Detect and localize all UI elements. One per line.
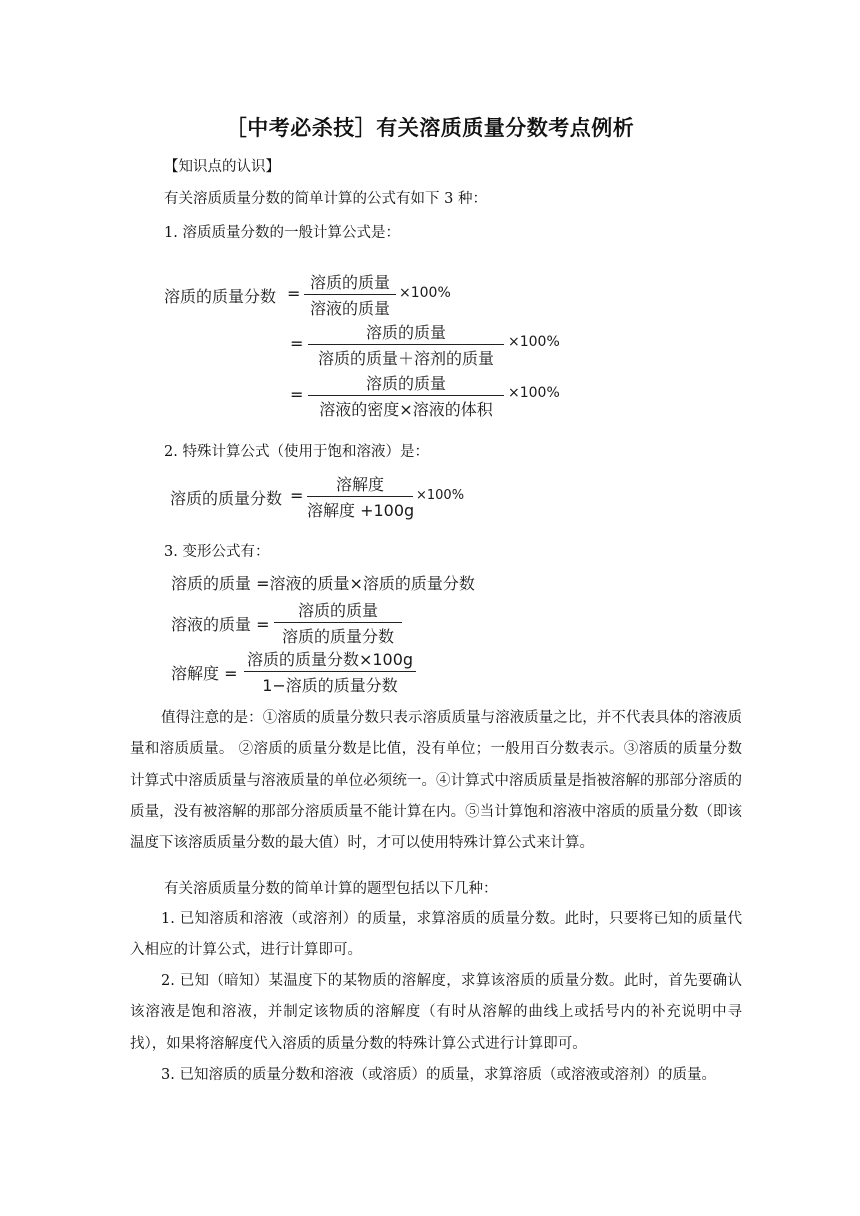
formula-derived-line-2-lhs: 溶液的质量 =: [171, 615, 270, 634]
formula-general-times-3: ×100%: [508, 385, 560, 401]
formula-saturated-times: ×100%: [416, 488, 465, 503]
note-paragraph: [130, 703, 742, 859]
fraction-denominator: 溶液的密度×溶液的体积: [319, 400, 493, 419]
page-title: ［中考必杀技］有关溶质质量分数考点例析: [225, 116, 635, 140]
fraction-denominator: 溶质的质量分数: [281, 627, 394, 646]
types-intro: 有关溶质质量分数的简单计算的题型包括以下几种：: [164, 881, 498, 897]
type-3-text: 3. 已知溶质的质量分数和溶液（或溶质）的质量，求算溶质（或溶液或溶剂）的质量。: [161, 1067, 716, 1083]
type-1-paragraph: [130, 904, 742, 967]
type-1-text: 1. 已知溶质和溶液（或溶剂）的质量，求算溶质的质量分数。此时，只要将已知的质量代入相应的计算公式，进行计算即可。: [130, 911, 742, 959]
fraction-bar: [274, 622, 402, 623]
formula-saturated-lhs: 溶质的质量分数: [170, 489, 283, 508]
item-2-heading: 2. 特殊计算公式（使用于饱和溶液）是：: [164, 444, 429, 460]
note-text: 值得注意的是：①溶质的质量分数只表示溶质质量与溶液质量之比，并不代表具体的溶液质量和溶质质量。 ②溶质的质量分数是比值，没有单位；一般用百分数表示。③溶质的质量分数计算式中溶质质量与溶液质量的单位必须统一。④计算式中溶质质量是指被溶解的那部分溶质的质量，没有被溶解的那部分溶质质量不能计算在内。⑤当计算饱和溶液中溶质的质量分数（即该温度下该溶质质量分数的最大值）时，才可以使用特殊计算公式来计算。: [130, 710, 742, 852]
fraction-numerator: 溶质的质量分数×100g: [246, 650, 414, 669]
fraction-numerator: 溶质的质量: [309, 273, 390, 292]
section-heading: 【知识点的认识】: [164, 159, 280, 175]
formula-general-times-2: ×100%: [508, 334, 560, 350]
formula-derived-line-3-lhs: 溶解度 =: [171, 664, 238, 683]
formula-derived-line-1: 溶质的质量 =溶液的质量×溶质的质量分数: [171, 574, 475, 593]
fraction-numerator: 溶解度: [335, 475, 384, 494]
fraction-denominator: 1−溶质的质量分数: [262, 676, 398, 695]
type-2-paragraph: [130, 966, 742, 1060]
fraction-numerator: 溶质的质量: [297, 601, 378, 620]
fraction-denominator: 溶液的质量: [309, 299, 390, 318]
item-3-heading: 3. 变形公式有：: [164, 544, 270, 560]
intro-paragraph: 有关溶质质量分数的简单计算的公式有如下 3 种：: [164, 191, 487, 207]
fraction-bar: [244, 671, 416, 672]
fraction-numerator: 溶质的质量: [365, 323, 446, 342]
formula-general-eq-1: =: [287, 284, 301, 303]
fraction-numerator: 溶质的质量: [365, 374, 446, 393]
formula-derived-fraction-3: [244, 647, 416, 696]
type-3-paragraph: [130, 1060, 742, 1091]
type-2-text: 2. 已知（暗知）某温度下的某物质的溶解度，求算该溶质的质量分数。此时，首先要确认该溶液是饱和溶液，并制定该物质的溶解度（有时从溶解的曲线上或括号内的补充说明中寻找），如果将溶解度代入溶质的质量分数的特殊计算公式进行计算即可。: [130, 973, 742, 1052]
fraction-denominator: 溶解度 +100g: [307, 501, 415, 520]
fraction-denominator: 溶质的质量＋溶剂的质量: [317, 349, 494, 368]
formula-general-times-1: ×100%: [399, 285, 451, 301]
formula-derived-fraction-2: [274, 598, 402, 647]
formula-general-lhs: 溶质的质量分数: [164, 287, 277, 306]
formula-general-eq-2: =: [290, 334, 304, 353]
item-1-heading: 1. 溶质质量分数的一般计算公式是：: [164, 225, 400, 241]
formula-saturated-eq: =: [290, 486, 304, 505]
formula-general-eq-3: =: [290, 385, 304, 404]
